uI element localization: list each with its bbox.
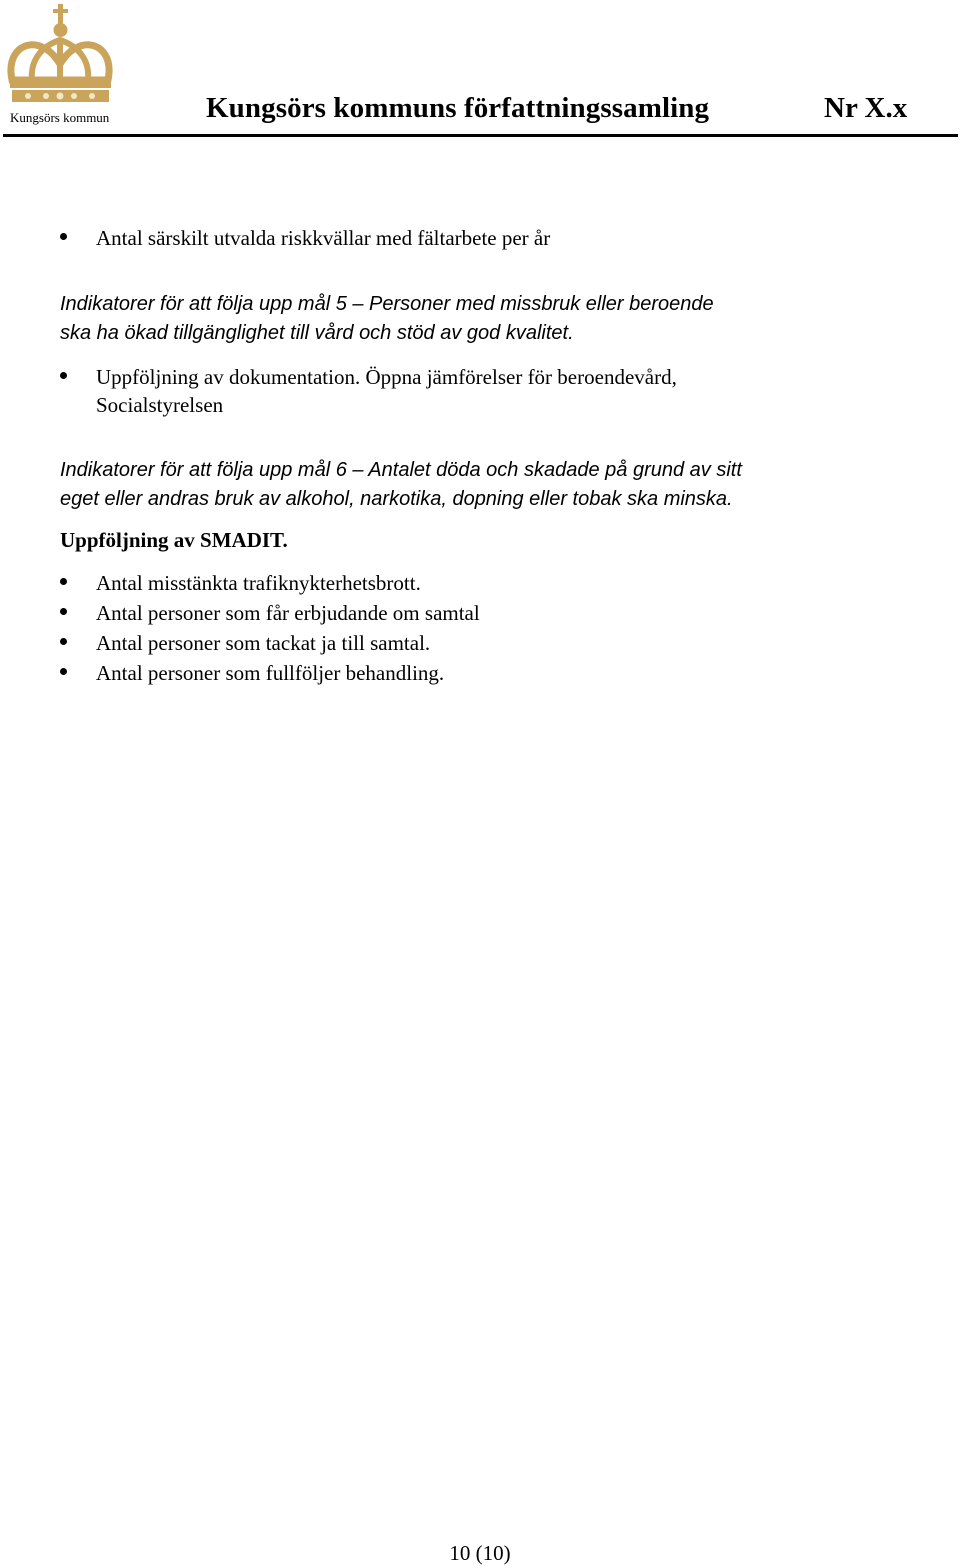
list-item-text: Socialstyrelsen xyxy=(96,393,224,417)
list-item-text: Antal misstänkta trafiknykterhetsbrott. xyxy=(96,571,421,595)
bullet-icon xyxy=(60,233,67,240)
indicator-6-heading-line-1: Indikatorer för att följa upp mål 6 – Antalet döda och skadade på grund av sitt xyxy=(60,459,742,481)
page-header xyxy=(0,0,960,140)
header-number: Nr X.x xyxy=(824,92,908,124)
bullet-icon xyxy=(60,578,67,585)
page-number: 10 (10) xyxy=(449,1541,511,1565)
list-item-text: Antal personer som tackat ja till samtal. xyxy=(96,631,431,655)
list-item-text: Uppföljning av dokumentation. Öppna jämförelser för beroendevård, xyxy=(96,365,677,389)
indicator-5-heading-line-2: ska ha ökad tillgänglighet till vård och stöd av god kvalitet. xyxy=(60,322,574,344)
list-item-text: Antal särskilt utvalda riskkvällar med fältarbete per år xyxy=(96,226,551,250)
logo-text: Kungsörs kommun xyxy=(10,110,110,125)
bullet-icon xyxy=(60,372,67,379)
bullet-icon xyxy=(60,668,67,675)
list-item-text: Antal personer som får erbjudande om samtal xyxy=(96,601,480,625)
kungsor-crown-logo xyxy=(2,2,120,126)
header-title: Kungsörs kommuns författningssamling xyxy=(206,92,710,124)
indicator-6-heading-line-2: eget eller andras bruk av alkohol, narkotika, dopning eller tobak ska minska. xyxy=(60,488,733,510)
smadit-heading: Uppföljning av SMADIT. xyxy=(60,528,288,552)
bullet-icon xyxy=(60,608,67,615)
indicator-5-heading-line-1: Indikatorer för att följa upp mål 5 – Personer med missbruk eller beroende xyxy=(60,293,714,315)
crown-icon xyxy=(2,2,120,108)
bullet-icon xyxy=(60,638,67,645)
header-divider xyxy=(3,134,958,137)
list-item-text: Antal personer som fullföljer behandling. xyxy=(96,661,445,685)
